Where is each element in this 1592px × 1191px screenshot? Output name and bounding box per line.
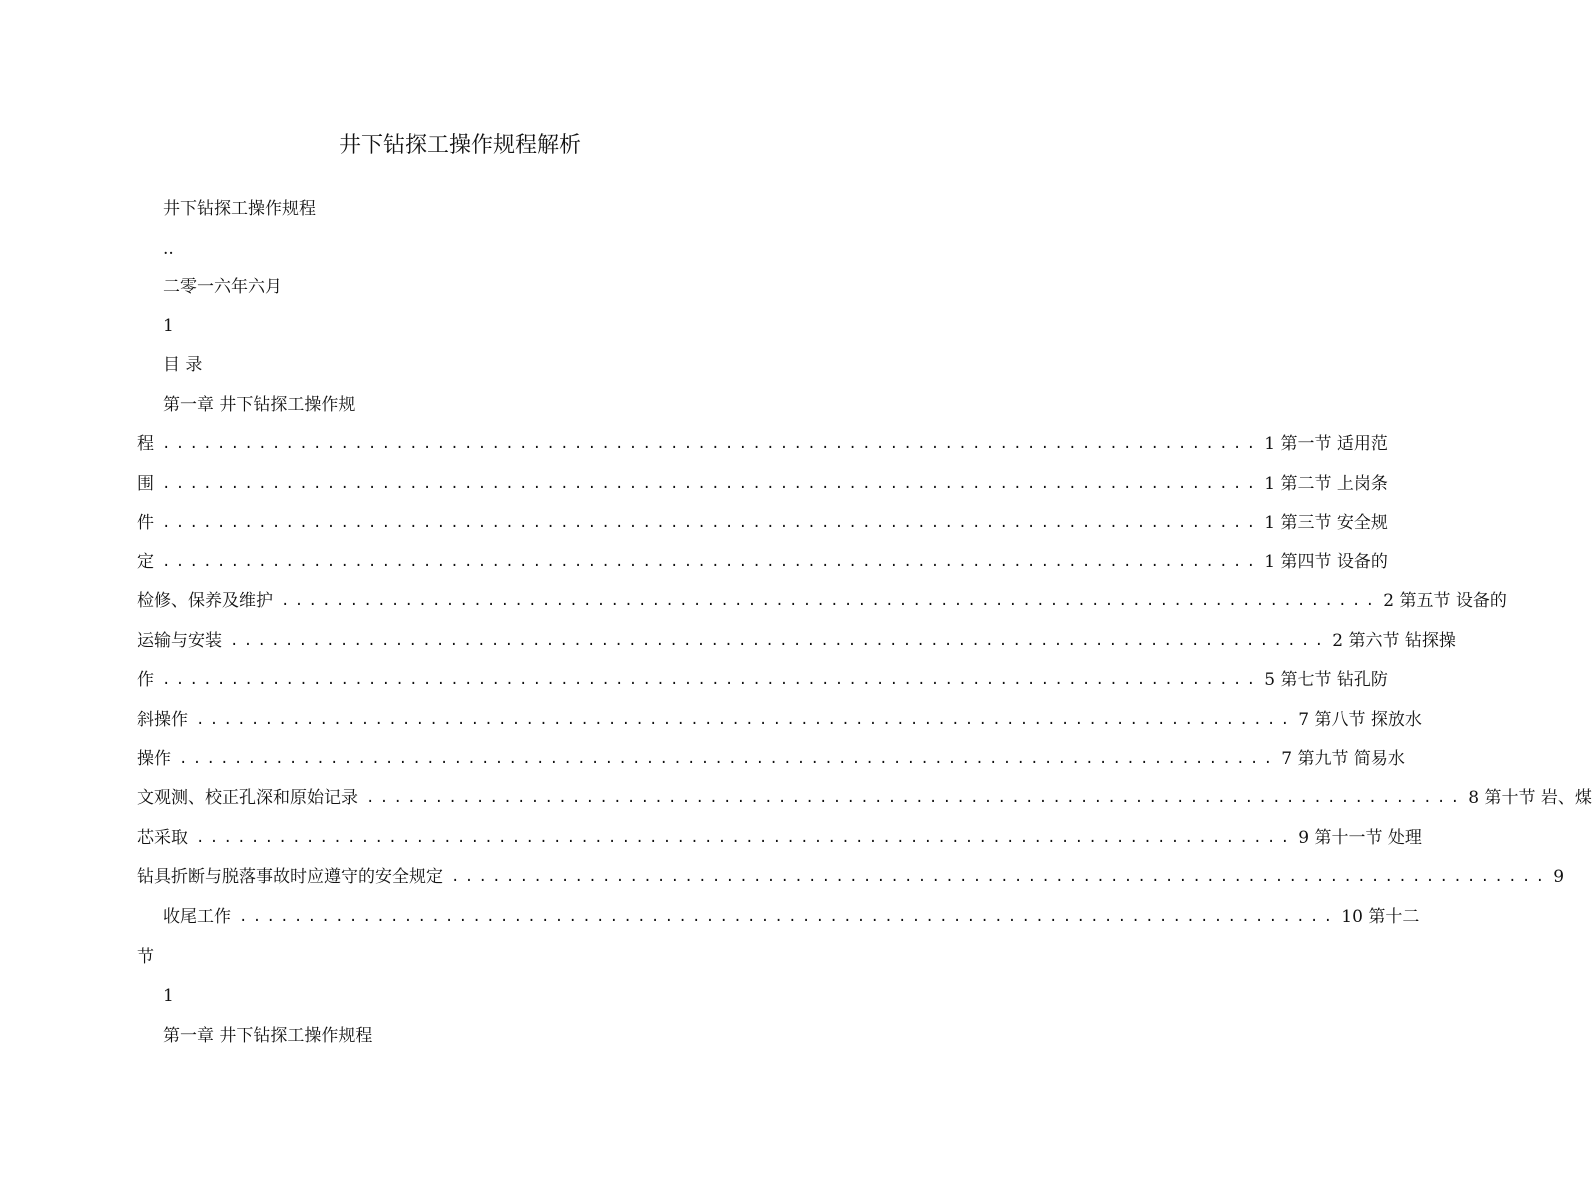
toc-entry[interactable] [137, 591, 1507, 611]
dot-leader: ................................................................................ [281, 593, 1380, 609]
toc-entry-page: 10 第十二 [1341, 907, 1420, 927]
dot-leader: ................................................................................ [162, 476, 1261, 492]
toc-entry-page: 8 第十节 岩、煤 [1468, 788, 1592, 808]
dot-leader: ................................................................................ [162, 672, 1261, 688]
toc-entry-title: 作 [137, 670, 154, 690]
toc-entry[interactable] [137, 867, 1565, 887]
chapter-heading: 第一章 井下钻探工操作规程 [163, 1026, 373, 1046]
toc-entry[interactable] [137, 513, 1388, 533]
toc-entry-page: 9 第十一节 处理 [1298, 828, 1422, 848]
toc-entry-title: 文观测、校正孔深和原始记录 [137, 788, 358, 808]
toc-entry-page: 9 [1553, 867, 1565, 887]
page-number: 1 [163, 316, 174, 336]
toc-entry[interactable] [137, 631, 1456, 651]
toc-entry-title: 件 [137, 513, 154, 533]
dot-leader: ................................................................................ [162, 515, 1261, 531]
toc-entry-title: 斜操作 [137, 710, 188, 730]
toc-entry[interactable] [137, 749, 1405, 769]
dot-leader: ................................................................................ [239, 909, 1338, 925]
toc-entry-title: 芯采取 [137, 828, 188, 848]
toc-entry[interactable] [137, 434, 1388, 454]
dots-text: .. [163, 239, 174, 259]
dot-leader: ................................................................................ [162, 554, 1261, 570]
toc-entry-page: 1 第三节 安全规 [1264, 513, 1388, 533]
toc-entry[interactable] [137, 828, 1422, 848]
toc-entry-page: 1 第二节 上岗条 [1264, 474, 1388, 494]
toc-entry-title: 操作 [137, 749, 171, 769]
dot-leader: ................................................................................ [196, 830, 1295, 846]
toc-entry-page: 7 第九节 简易水 [1281, 749, 1405, 769]
toc-entry-page: 7 第八节 探放水 [1298, 710, 1422, 730]
toc-heading: 目 录 [163, 355, 203, 375]
page-number: 1 [163, 986, 174, 1006]
toc-entry[interactable] [137, 788, 1592, 808]
toc-entry[interactable] [137, 552, 1388, 572]
toc-entry[interactable] [163, 907, 1420, 927]
toc-entry-page: 1 第一节 适用范 [1264, 434, 1388, 454]
toc-entry[interactable] [137, 670, 1388, 690]
toc-entry-title: 检修、保养及维护 [137, 591, 273, 611]
dot-leader: ................................................................................ [162, 436, 1261, 452]
dot-leader: ................................................................................ [196, 712, 1295, 728]
toc-entry-page: 2 第五节 设备的 [1383, 591, 1507, 611]
toc-entry-title: 运输与安装 [137, 631, 222, 651]
dot-leader: ................................................................................ [366, 790, 1465, 806]
toc-continuation: 节 [137, 947, 154, 967]
doc-name: 井下钻探工操作规程 [163, 199, 316, 219]
toc-entry-title: 钻具折断与脱落事故时应遵守的安全规定 [137, 867, 443, 887]
toc-entry-page: 5 第七节 钻孔防 [1264, 670, 1388, 690]
toc-entry-title: 收尾工作 [163, 907, 231, 927]
toc-entry-page: 1 第四节 设备的 [1264, 552, 1388, 572]
toc-entry-title: 围 [137, 474, 154, 494]
toc-entry-title: 定 [137, 552, 154, 572]
dot-leader: ................................................................................ [230, 633, 1329, 649]
toc-entry[interactable] [137, 710, 1422, 730]
document-title: 井下钻探工操作规程解析 [338, 133, 581, 158]
dot-leader: ................................................................................ [179, 751, 1278, 767]
date-text: 二零一六年六月 [163, 277, 282, 297]
dot-leader: ................................................................................ [451, 869, 1550, 885]
toc-entry-title: 程 [137, 434, 154, 454]
toc-entry[interactable] [137, 474, 1388, 494]
toc-entry-page: 2 第六节 钻探操 [1332, 631, 1456, 651]
chapter-line: 第一章 井下钻探工操作规 [163, 395, 356, 415]
